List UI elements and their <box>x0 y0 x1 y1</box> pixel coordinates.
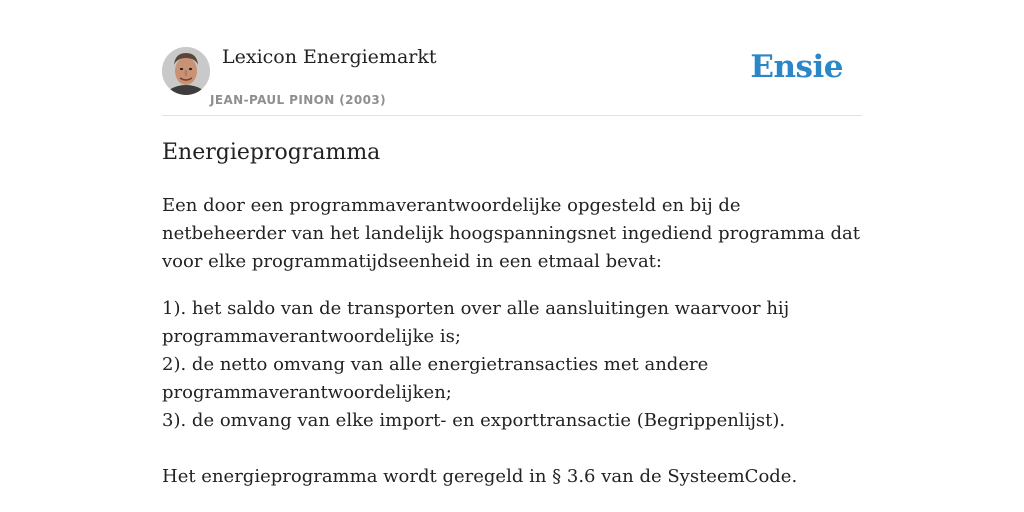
author-name[interactable]: JEAN-PAUL PINON (2003) <box>210 93 387 107</box>
list-item: 1). het saldo van de transporten over alle aansluitingen waarvoor hij programmaverantwoordelijke is; <box>162 298 790 347</box>
book-title[interactable]: Lexicon Energiemarkt <box>222 46 437 68</box>
author-avatar[interactable] <box>162 47 210 95</box>
definition-list <box>162 295 862 435</box>
list-item: 2). de netto omvang van alle energietransacties met andere programmaverantwoordelijken; <box>162 354 709 403</box>
list-item: 3). de omvang van elke import- en exporttransactie (Begrippenlijst). <box>162 410 786 431</box>
header <box>162 44 862 116</box>
closing-paragraph: Het energieprogramma wordt geregeld in § 3.6 van de SysteemCode. <box>162 466 798 487</box>
intro-paragraph: Een door een programmaverantwoordelijke opgesteld en bij de netbeheerder van het landelijk hoogspanningsnet ingediend programma dat voor elke programmatijdseenheid in een etmaal bevat: <box>162 195 861 272</box>
ensie-logo[interactable]: Ensie <box>750 49 843 85</box>
page-title: Energieprogramma <box>162 140 381 165</box>
spacer <box>162 435 862 463</box>
article-body <box>162 192 862 491</box>
author-photo-icon <box>162 47 210 95</box>
